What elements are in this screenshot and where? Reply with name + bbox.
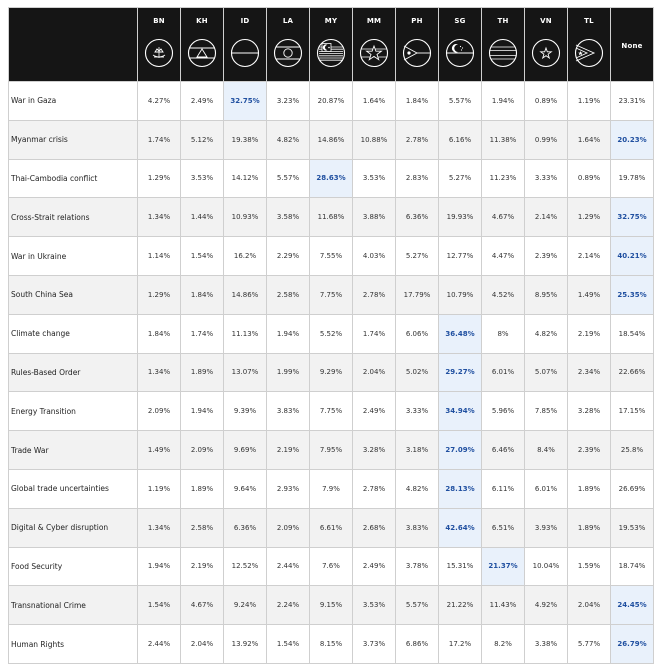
- table-cell: 28.63%: [310, 159, 353, 198]
- table-row: [9, 275, 654, 314]
- table-cell: 32.75%: [224, 82, 267, 121]
- table-cell: 6.11%: [482, 469, 525, 508]
- table-cell: 4.82%: [396, 469, 439, 508]
- table-cell: 1.94%: [482, 82, 525, 121]
- table-cell: 6.01%: [525, 469, 568, 508]
- table-cell: 1.94%: [267, 314, 310, 353]
- table-cell: 12.52%: [224, 547, 267, 586]
- table-cell: 1.54%: [138, 586, 181, 625]
- table-cell: 2.58%: [267, 275, 310, 314]
- table-cell: 3.33%: [525, 159, 568, 198]
- table-cell: 17.2%: [439, 625, 482, 664]
- table-cell: 1.19%: [568, 82, 611, 121]
- column-header-tl: [568, 8, 611, 82]
- brunei-flag-icon: [144, 38, 174, 68]
- table-cell: 42.64%: [439, 508, 482, 547]
- table-cell: 24.45%: [611, 586, 654, 625]
- table-cell: 2.93%: [267, 469, 310, 508]
- table-row: [9, 508, 654, 547]
- table-cell: 2.78%: [396, 120, 439, 159]
- table-cell: 2.44%: [138, 625, 181, 664]
- table-cell: 1.74%: [353, 314, 396, 353]
- indonesia-flag-icon: [230, 38, 260, 68]
- table-cell: 2.19%: [568, 314, 611, 353]
- table-cell: 6.86%: [396, 625, 439, 664]
- table-cell: 3.88%: [353, 198, 396, 237]
- table-cell: 3.78%: [396, 547, 439, 586]
- table-row: [9, 159, 654, 198]
- table-body: [9, 82, 654, 664]
- table-cell: 9.24%: [224, 586, 267, 625]
- row-label: Human Rights: [9, 625, 138, 664]
- table-cell: 6.61%: [310, 508, 353, 547]
- table-cell: 8%: [482, 314, 525, 353]
- table-cell: 2.68%: [353, 508, 396, 547]
- table-cell: 1.29%: [138, 159, 181, 198]
- table-cell: 1.84%: [396, 82, 439, 121]
- table-cell: 20.23%: [611, 120, 654, 159]
- column-code: MY: [324, 17, 338, 25]
- table-cell: 5.77%: [568, 625, 611, 664]
- table-cell: 14.12%: [224, 159, 267, 198]
- table-row: [9, 625, 654, 664]
- table-cell: 1.14%: [138, 237, 181, 276]
- table-cell: 2.14%: [525, 198, 568, 237]
- table-cell: 2.19%: [181, 547, 224, 586]
- table-row: [9, 469, 654, 508]
- column-code: TH: [497, 17, 509, 25]
- table-row: [9, 120, 654, 159]
- table-cell: 22.66%: [611, 353, 654, 392]
- table-cell: 5.27%: [396, 237, 439, 276]
- row-label: War in Gaza: [9, 82, 138, 121]
- table-cell: 2.58%: [181, 508, 224, 547]
- table-cell: 1.99%: [267, 353, 310, 392]
- row-label: Climate change: [9, 314, 138, 353]
- table-cell: 27.09%: [439, 431, 482, 470]
- table-cell: 20.87%: [310, 82, 353, 121]
- row-label: Thai-Cambodia conflict: [9, 159, 138, 198]
- table-cell: 7.75%: [310, 392, 353, 431]
- row-label: Myanmar crisis: [9, 120, 138, 159]
- column-code: TL: [584, 17, 594, 25]
- table-cell: 28.13%: [439, 469, 482, 508]
- table-cell: 14.86%: [224, 275, 267, 314]
- table-cell: 2.09%: [267, 508, 310, 547]
- row-label: Transnational Crime: [9, 586, 138, 625]
- row-label: Energy Transition: [9, 392, 138, 431]
- table-cell: 5.02%: [396, 353, 439, 392]
- table-cell: 2.39%: [525, 237, 568, 276]
- table-cell: 3.93%: [525, 508, 568, 547]
- table-cell: 3.28%: [568, 392, 611, 431]
- table-cell: 7.55%: [310, 237, 353, 276]
- table-cell: 2.04%: [181, 625, 224, 664]
- table-cell: 1.44%: [181, 198, 224, 237]
- table-cell: 6.51%: [482, 508, 525, 547]
- table-cell: 26.79%: [611, 625, 654, 664]
- table-cell: 1.34%: [138, 508, 181, 547]
- table-cell: 5.57%: [439, 82, 482, 121]
- table-cell: 34.94%: [439, 392, 482, 431]
- table-cell: 11.38%: [482, 120, 525, 159]
- table-cell: 1.89%: [568, 469, 611, 508]
- table-cell: 2.34%: [568, 353, 611, 392]
- table-cell: 15.31%: [439, 547, 482, 586]
- column-header-la: [267, 8, 310, 82]
- table-cell: 12.77%: [439, 237, 482, 276]
- column-code: SG: [454, 17, 466, 25]
- row-label: Rules-Based Order: [9, 353, 138, 392]
- table-cell: 10.88%: [353, 120, 396, 159]
- table-cell: 19.53%: [611, 508, 654, 547]
- column-code: VN: [540, 17, 552, 25]
- table-cell: 1.29%: [568, 198, 611, 237]
- table-cell: 2.44%: [267, 547, 310, 586]
- table-cell: 2.39%: [568, 431, 611, 470]
- table-cell: 5.57%: [396, 586, 439, 625]
- table-cell: 2.04%: [568, 586, 611, 625]
- table-cell: 1.54%: [181, 237, 224, 276]
- table-cell: 3.53%: [181, 159, 224, 198]
- table-cell: 1.89%: [181, 353, 224, 392]
- table-cell: 8.95%: [525, 275, 568, 314]
- table-cell: 19.38%: [224, 120, 267, 159]
- table-cell: 19.78%: [611, 159, 654, 198]
- table-cell: 4.67%: [181, 586, 224, 625]
- table-cell: 1.74%: [138, 120, 181, 159]
- column-code: None: [621, 42, 643, 50]
- table-cell: 2.49%: [181, 82, 224, 121]
- table-cell: 3.58%: [267, 198, 310, 237]
- table-cell: 3.18%: [396, 431, 439, 470]
- table-cell: 0.89%: [525, 82, 568, 121]
- table-cell: 4.92%: [525, 586, 568, 625]
- table-row: [9, 353, 654, 392]
- table-cell: 26.69%: [611, 469, 654, 508]
- table-cell: 1.89%: [568, 508, 611, 547]
- table-cell: 4.67%: [482, 198, 525, 237]
- singapore-flag-icon: [445, 38, 475, 68]
- column-code: LA: [282, 17, 294, 25]
- table-cell: 7.95%: [310, 431, 353, 470]
- table-cell: 1.64%: [568, 120, 611, 159]
- table-cell: 3.53%: [353, 159, 396, 198]
- table-cell: 1.94%: [181, 392, 224, 431]
- table-cell: 10.93%: [224, 198, 267, 237]
- column-code: MM: [366, 17, 382, 25]
- table-cell: 2.78%: [353, 469, 396, 508]
- table-cell: 3.23%: [267, 82, 310, 121]
- column-code: BN: [153, 17, 165, 25]
- table-cell: 10.04%: [525, 547, 568, 586]
- table-cell: 17.79%: [396, 275, 439, 314]
- table-cell: 4.03%: [353, 237, 396, 276]
- table-row: [9, 198, 654, 237]
- table-cell: 6.46%: [482, 431, 525, 470]
- table-cell: 3.28%: [353, 431, 396, 470]
- table-cell: 25.35%: [611, 275, 654, 314]
- table-cell: 1.94%: [138, 547, 181, 586]
- table-row: [9, 314, 654, 353]
- table-cell: 1.34%: [138, 198, 181, 237]
- table-cell: 6.01%: [482, 353, 525, 392]
- table-cell: 3.83%: [396, 508, 439, 547]
- table-cell: 1.54%: [267, 625, 310, 664]
- row-label: Digital & Cyber disruption: [9, 508, 138, 547]
- thailand-flag-icon: [488, 38, 518, 68]
- table-cell: 1.89%: [181, 469, 224, 508]
- row-label: Cross-Strait relations: [9, 198, 138, 237]
- column-header-id: [224, 8, 267, 82]
- table-cell: 2.83%: [396, 159, 439, 198]
- survey-results-table: [8, 7, 654, 664]
- row-label: Global trade uncertainties: [9, 469, 138, 508]
- table-cell: 5.52%: [310, 314, 353, 353]
- column-header-mm: [353, 8, 396, 82]
- table-cell: 2.09%: [138, 392, 181, 431]
- table-cell: 2.29%: [267, 237, 310, 276]
- table-cell: 2.49%: [353, 547, 396, 586]
- table-cell: 36.48%: [439, 314, 482, 353]
- table-cell: 2.09%: [181, 431, 224, 470]
- table-cell: 17.15%: [611, 392, 654, 431]
- table-cell: 5.57%: [267, 159, 310, 198]
- table-cell: 2.19%: [267, 431, 310, 470]
- column-header-th: [482, 8, 525, 82]
- table-cell: 19.93%: [439, 198, 482, 237]
- table-cell: 5.96%: [482, 392, 525, 431]
- table-cell: 4.27%: [138, 82, 181, 121]
- table-cell: 2.04%: [353, 353, 396, 392]
- table-cell: 5.27%: [439, 159, 482, 198]
- table-cell: 11.23%: [482, 159, 525, 198]
- table-cell: 10.79%: [439, 275, 482, 314]
- table-row: [9, 431, 654, 470]
- table-container: [8, 7, 650, 664]
- table-cell: 5.12%: [181, 120, 224, 159]
- table-cell: 2.14%: [568, 237, 611, 276]
- philippines-flag-icon: [402, 38, 432, 68]
- table-cell: 16.2%: [224, 237, 267, 276]
- table-cell: 1.29%: [138, 275, 181, 314]
- table-row: [9, 82, 654, 121]
- table-cell: 8.2%: [482, 625, 525, 664]
- table-cell: 6.36%: [224, 508, 267, 547]
- header-corner: [9, 8, 138, 82]
- table-cell: 6.16%: [439, 120, 482, 159]
- table-cell: 0.99%: [525, 120, 568, 159]
- table-row: [9, 547, 654, 586]
- table-cell: 2.24%: [267, 586, 310, 625]
- laos-flag-icon: [273, 38, 303, 68]
- table-cell: 1.84%: [138, 314, 181, 353]
- table-cell: 4.52%: [482, 275, 525, 314]
- table-cell: 23.31%: [611, 82, 654, 121]
- column-header-none: [611, 8, 654, 82]
- table-cell: 3.38%: [525, 625, 568, 664]
- table-cell: 6.06%: [396, 314, 439, 353]
- table-cell: 8.4%: [525, 431, 568, 470]
- table-cell: 9.39%: [224, 392, 267, 431]
- table-cell: 9.29%: [310, 353, 353, 392]
- table-cell: 4.82%: [525, 314, 568, 353]
- table-cell: 8.15%: [310, 625, 353, 664]
- table-cell: 1.34%: [138, 353, 181, 392]
- table-cell: 14.86%: [310, 120, 353, 159]
- table-cell: 7.85%: [525, 392, 568, 431]
- table-cell: 1.49%: [138, 431, 181, 470]
- column-header-sg: [439, 8, 482, 82]
- table-cell: 3.73%: [353, 625, 396, 664]
- table-cell: 1.59%: [568, 547, 611, 586]
- row-label: South China Sea: [9, 275, 138, 314]
- table-cell: 21.37%: [482, 547, 525, 586]
- table-cell: 1.84%: [181, 275, 224, 314]
- table-cell: 2.49%: [353, 392, 396, 431]
- header-row: [9, 8, 654, 82]
- table-cell: 32.75%: [611, 198, 654, 237]
- table-cell: 13.07%: [224, 353, 267, 392]
- column-code: KH: [196, 17, 208, 25]
- table-cell: 40.21%: [611, 237, 654, 276]
- table-cell: 7.9%: [310, 469, 353, 508]
- table-cell: 11.68%: [310, 198, 353, 237]
- table-cell: 18.74%: [611, 547, 654, 586]
- row-label: Trade War: [9, 431, 138, 470]
- malaysia-flag-icon: [316, 38, 346, 68]
- table-cell: 0.89%: [568, 159, 611, 198]
- table-cell: 1.19%: [138, 469, 181, 508]
- table-cell: 3.53%: [353, 586, 396, 625]
- table-cell: 29.27%: [439, 353, 482, 392]
- table-row: [9, 586, 654, 625]
- table-cell: 4.47%: [482, 237, 525, 276]
- myanmar-flag-icon: [359, 38, 389, 68]
- column-header-my: [310, 8, 353, 82]
- table-cell: 13.92%: [224, 625, 267, 664]
- cambodia-flag-icon: [187, 38, 217, 68]
- table-cell: 11.43%: [482, 586, 525, 625]
- table-cell: 3.83%: [267, 392, 310, 431]
- table-cell: 18.54%: [611, 314, 654, 353]
- timor-leste-flag-icon: [574, 38, 604, 68]
- column-header-bn: [138, 8, 181, 82]
- table-cell: 7.75%: [310, 275, 353, 314]
- table-cell: 9.69%: [224, 431, 267, 470]
- column-code: ID: [240, 17, 250, 25]
- table-cell: 9.64%: [224, 469, 267, 508]
- table-cell: 6.36%: [396, 198, 439, 237]
- table-cell: 1.74%: [181, 314, 224, 353]
- table-cell: 4.82%: [267, 120, 310, 159]
- table-row: [9, 392, 654, 431]
- table-cell: 7.6%: [310, 547, 353, 586]
- column-header-vn: [525, 8, 568, 82]
- column-header-kh: [181, 8, 224, 82]
- table-cell: 9.15%: [310, 586, 353, 625]
- table-cell: 1.49%: [568, 275, 611, 314]
- column-header-ph: [396, 8, 439, 82]
- table-cell: 25.8%: [611, 431, 654, 470]
- row-label: Food Security: [9, 547, 138, 586]
- table-row: [9, 237, 654, 276]
- table-cell: 3.33%: [396, 392, 439, 431]
- column-code: PH: [411, 17, 423, 25]
- vietnam-flag-icon: [531, 38, 561, 68]
- table-cell: 2.78%: [353, 275, 396, 314]
- table-cell: 1.64%: [353, 82, 396, 121]
- table-cell: 5.07%: [525, 353, 568, 392]
- table-cell: 11.13%: [224, 314, 267, 353]
- row-label: War in Ukraine: [9, 237, 138, 276]
- table-cell: 21.22%: [439, 586, 482, 625]
